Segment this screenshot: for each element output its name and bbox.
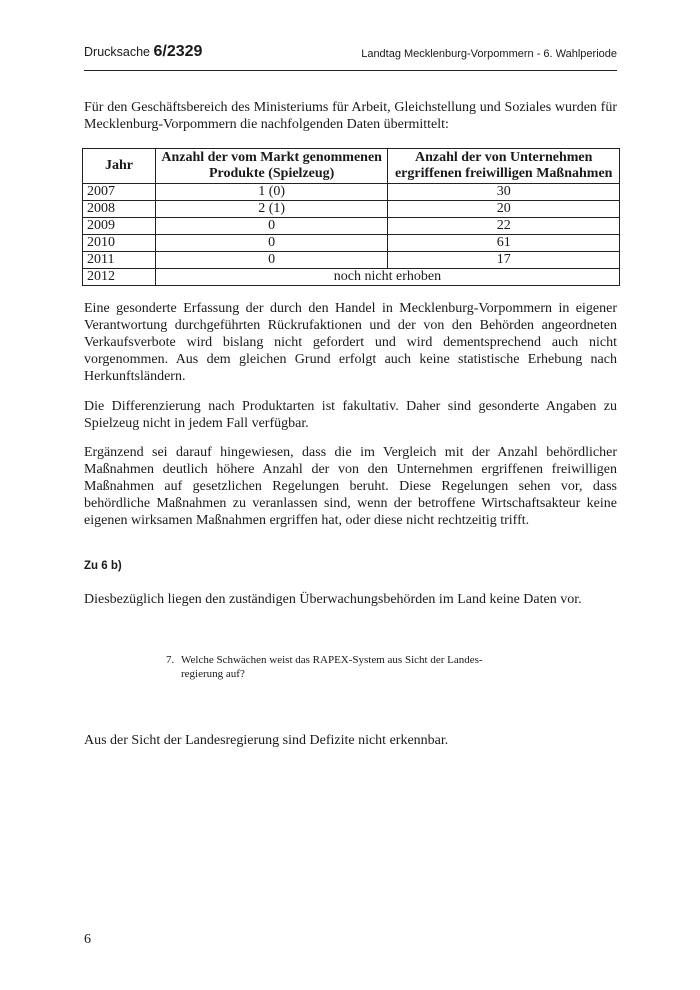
doc-number: 6/2329 (153, 43, 203, 60)
table-row (83, 235, 620, 252)
page-number: 6 (84, 932, 91, 947)
cell-year: 2010 (83, 235, 156, 252)
cell-measures: 22 (388, 218, 620, 235)
answer-7: Aus der Sicht der Landesregierung sind Defizite nicht erkennbar. (84, 733, 449, 748)
paragraph-recall-actions: Eine gesonderte Erfassung der durch den Handel in Mecklenburg-Vorpommern in eigener Verantwortung durchgeführten Rückrufaktionen und der von den Behörden angeordneten Verkaufsverbote wird bislang nicht gefordert und wird dementsprechend auch nicht vorgenommen. Aus dem gleichen Grund erfolgt auch keine statistische Erhebung nach Herkunftsländern. (84, 301, 617, 384)
column-header-year: Jahr (83, 149, 156, 184)
cell-products: 0 (155, 218, 388, 235)
doc-label: Drucksache (84, 45, 150, 59)
page-header (84, 40, 617, 71)
cell-not-collected: noch nicht erhoben (155, 269, 619, 286)
column-header-measures: Anzahl der von Unternehmen ergriffenen freiwilligen Maßnahmen (388, 149, 620, 184)
cell-measures: 20 (388, 201, 620, 218)
answer-6b: Diesbezüglich liegen den zuständigen Überwachungsbehörden im Land keine Daten vor. (84, 592, 582, 607)
question-text: Welche Schwächen weist das RAPEX-System aus Sicht der Landes-regierung auf? (181, 654, 483, 680)
subheading-6b: Zu 6 b) (84, 560, 122, 572)
cell-products: 0 (155, 252, 388, 269)
cell-year: 2009 (83, 218, 156, 235)
cell-year: 2008 (83, 201, 156, 218)
table-row (83, 201, 620, 218)
table-header-row (83, 149, 620, 184)
cell-year: 2011 (83, 252, 156, 269)
cell-year: 2007 (83, 184, 156, 201)
table-row (83, 184, 620, 201)
cell-measures: 30 (388, 184, 620, 201)
institution-label: Landtag Mecklenburg-Vorpommern - 6. Wahlperiode (361, 48, 617, 60)
cell-products: 0 (155, 235, 388, 252)
cell-year: 2012 (83, 269, 156, 286)
cell-products: 2 (1) (155, 201, 388, 218)
column-header-products: Anzahl der vom Markt genommenen Produkte (Spielzeug) (155, 149, 388, 184)
data-table (82, 148, 620, 286)
question-number: 7. (166, 654, 175, 666)
table-row (83, 218, 620, 235)
table-row (83, 252, 620, 269)
paragraph-voluntary-measures: Ergänzend sei darauf hingewiesen, dass die im Vergleich mit der Anzahl behördlicher Maßnahmen deutlich höhere Anzahl der von den Unternehmen ergriffenen freiwilligen Maßnahmen auf gesetzlichen Regelungen beruht. Diese Regelungen sehen vor, dass behördliche Maßnahmen zu veranlassen sind, wenn der betroffene Wirtschaftsakteur keine eigenen wirksamen Maßnahmen ergriffen hat, oder diese nicht rechtzeitig trifft. (84, 445, 617, 528)
cell-measures: 61 (388, 235, 620, 252)
intro-paragraph: Für den Geschäftsbereich des Ministeriums für Arbeit, Gleichstellung und Soziales wurden für Mecklenburg-Vorpommern die nachfolgenden Daten übermittelt: (84, 100, 617, 132)
cell-products: 1 (0) (155, 184, 388, 201)
paragraph-product-types: Die Differenzierung nach Produktarten ist fakultativ. Daher sind gesonderte Angaben zu Spielzeug nicht in jedem Fall verfügbar. (84, 399, 617, 431)
table-row (83, 269, 620, 286)
cell-measures: 17 (388, 252, 620, 269)
document-number (84, 43, 202, 61)
